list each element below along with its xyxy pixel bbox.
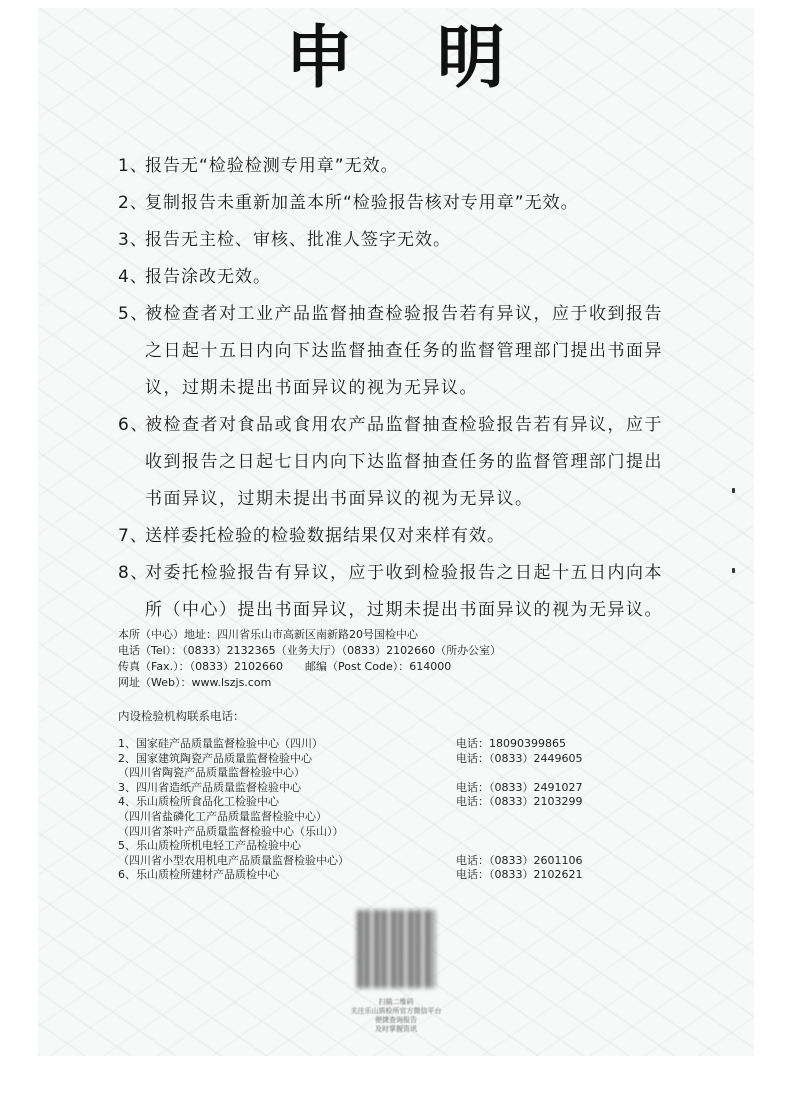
statement-item	[118, 407, 698, 518]
statement-line: 报告无“检验检测专用章”无效。	[145, 156, 399, 176]
lab-phone: 电话：（0833）2601106	[456, 853, 583, 867]
lab-name: （四川省茶叶产品质量监督检验中心（乐山））	[118, 824, 344, 838]
statement-line: 所（中心）提出书面异议，过期未提出书面异议的视为无异议。	[145, 600, 663, 620]
statement-line: 报告涂改无效。	[145, 267, 271, 287]
lab-name: （四川省陶瓷产品质量监督检验中心）	[118, 766, 305, 780]
statement-line: 被检查者对工业产品监督抽查检验报告若有异议，应于收到报告	[145, 304, 663, 324]
statement-number: 7、	[118, 526, 148, 546]
contact-info	[118, 627, 598, 691]
lab-phone	[456, 839, 656, 854]
statement-item	[118, 555, 698, 629]
qr-caption-line: 关注乐山质检所官方微信平台	[350, 1007, 442, 1015]
statement-line: 复制报告未重新加盖本所“检验报告核对专用章”无效。	[145, 193, 579, 213]
scan-speck	[732, 488, 735, 493]
lab-phone	[456, 810, 656, 825]
qr-caption-line: 扫描二维码	[378, 998, 414, 1006]
statement-line: 收到报告之日起七日内向下达监督抽查任务的监督管理部门提出	[145, 452, 663, 472]
lab-name: 3、四川省造纸产品质量监督检验中心	[118, 780, 301, 794]
lab-phone	[456, 766, 656, 781]
statement-line: 议，过期未提出书面异议的视为无异议。	[145, 378, 478, 398]
qr-caption-line: 及时掌握资讯	[375, 1025, 417, 1033]
statement-item	[118, 259, 698, 296]
statement-line: 被检查者对食品或食用农产品监督抽查检验报告若有异议，应于	[145, 415, 663, 435]
statement-number: 6、	[118, 415, 149, 435]
lab-phone: 电话：18090399865	[456, 737, 566, 750]
lab-name: 1、国家硅产品质量监督检验中心（四川）	[118, 737, 323, 750]
statement-number: 1、	[118, 156, 148, 176]
scan-speck	[732, 568, 735, 573]
lab-name: 2、国家建筑陶瓷产品质量监督检验中心	[118, 751, 312, 765]
lab-phone-list	[456, 737, 656, 883]
qr-code	[357, 910, 435, 988]
institutions-title: 内设检验机构联系电话：	[118, 709, 245, 723]
statement-line: 报告无主检、审核、批准人签字无效。	[145, 230, 451, 250]
lab-name: 5、乐山质检所机电轻工产品检验中心	[118, 839, 301, 853]
qr-caption-line: 便捷查询报告	[375, 1016, 417, 1024]
fax-line: 传真（Fax.）：（0833）2102660 邮编（Post Code）：614000	[118, 660, 452, 673]
statement-number: 3、	[118, 230, 148, 250]
statement-list	[118, 148, 698, 629]
web-line: 网址（Web）：www.lszjs.com	[118, 676, 272, 689]
lab-phone: 电话：（0833）2449605	[456, 751, 583, 765]
statement-number: 4、	[118, 267, 148, 287]
address-line: 本所（中心）地址：四川省乐山市高新区南新路20号国检中心	[118, 628, 418, 641]
statement-line: 之日起十五日内向下达监督抽查任务的监督管理部门提出书面异	[145, 341, 663, 361]
qr-caption	[330, 998, 462, 1034]
lab-name: （四川省盐磷化工产品质量监督检验中心）	[118, 809, 327, 823]
statement-line: 书面异议，过期未提出书面异议的视为无异议。	[145, 489, 534, 509]
lab-phone	[456, 825, 656, 840]
statement-item	[118, 296, 698, 407]
statement-item	[118, 222, 698, 259]
page-title: 申 明	[285, 18, 535, 98]
lab-name: 4、乐山质检所食品化工检验中心	[118, 795, 279, 809]
statement-line: 送样委托检验的检验数据结果仅对来样有效。	[145, 526, 505, 546]
tel-line: 电话（Tel）：（0833）2132365（业务大厅）（0833）2102660（所办公室）	[118, 644, 502, 657]
statement-item	[118, 148, 698, 185]
statement-number: 8、	[118, 563, 149, 583]
statement-number: 5、	[118, 304, 149, 324]
lab-phone: 电话：（0833）2491027	[456, 780, 583, 794]
statement-number: 2、	[118, 193, 148, 213]
statement-item	[118, 518, 698, 555]
lab-phone: 电话：（0833）2103299	[456, 795, 583, 809]
statement-line: 对委托检验报告有异议，应于收到检验报告之日起十五日内向本	[145, 563, 663, 583]
lab-name: （四川省小型农用机电产品质量监督检验中心）	[118, 853, 349, 867]
statement-item	[118, 185, 698, 222]
lab-name: 6、乐山质检所建材产品质检中心	[118, 868, 279, 882]
lab-phone: 电话：（0833）2102621	[456, 868, 583, 882]
